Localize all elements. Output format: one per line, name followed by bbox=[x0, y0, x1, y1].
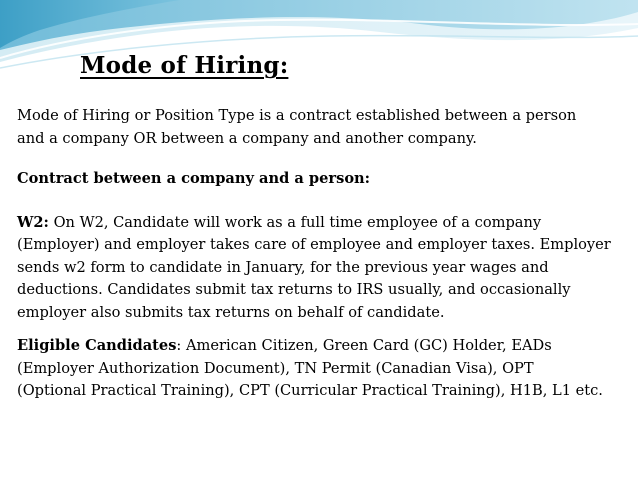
eligible-line: (Employer Authorization Document), TN Permit (Canadian Visa), OPT bbox=[17, 359, 534, 377]
spacer bbox=[17, 324, 632, 335]
w2-line: W2: On W2, Candidate will work as a full time employee of a company bbox=[17, 213, 542, 231]
w2-line: employer also submits tax returns on behalf of candidate. bbox=[17, 303, 445, 321]
w2-line: deductions. Candidates submit tax returns to IRS usually, and occasionally bbox=[17, 281, 571, 298]
slide-title: Mode of Hiring: bbox=[80, 52, 289, 79]
eligible-line: Eligible Candidates: American Citizen, Green Card (GC) Holder, EADs bbox=[17, 337, 552, 354]
eligible-line: (Optional Practical Training), CPT (Curricular Practical Training), H1B, L1 etc. bbox=[17, 382, 603, 399]
spacer bbox=[17, 191, 632, 212]
eligible-label: Eligible Candidates bbox=[17, 337, 177, 354]
intro-line: Mode of Hiring or Position Type is a contract established between a person bbox=[17, 107, 577, 124]
w2-line: (Employer) and employer takes care of employee and employer taxes. Employer bbox=[17, 236, 611, 253]
intro-line: and a company OR between a company and another company. bbox=[17, 129, 477, 147]
slide-body bbox=[17, 105, 632, 403]
contract-heading: Contract between a company and a person: bbox=[17, 170, 371, 187]
w2-line: sends w2 form to candidate in January, for the previous year wages and bbox=[17, 258, 549, 276]
w2-label: W2: bbox=[17, 213, 49, 231]
spacer bbox=[17, 150, 632, 168]
